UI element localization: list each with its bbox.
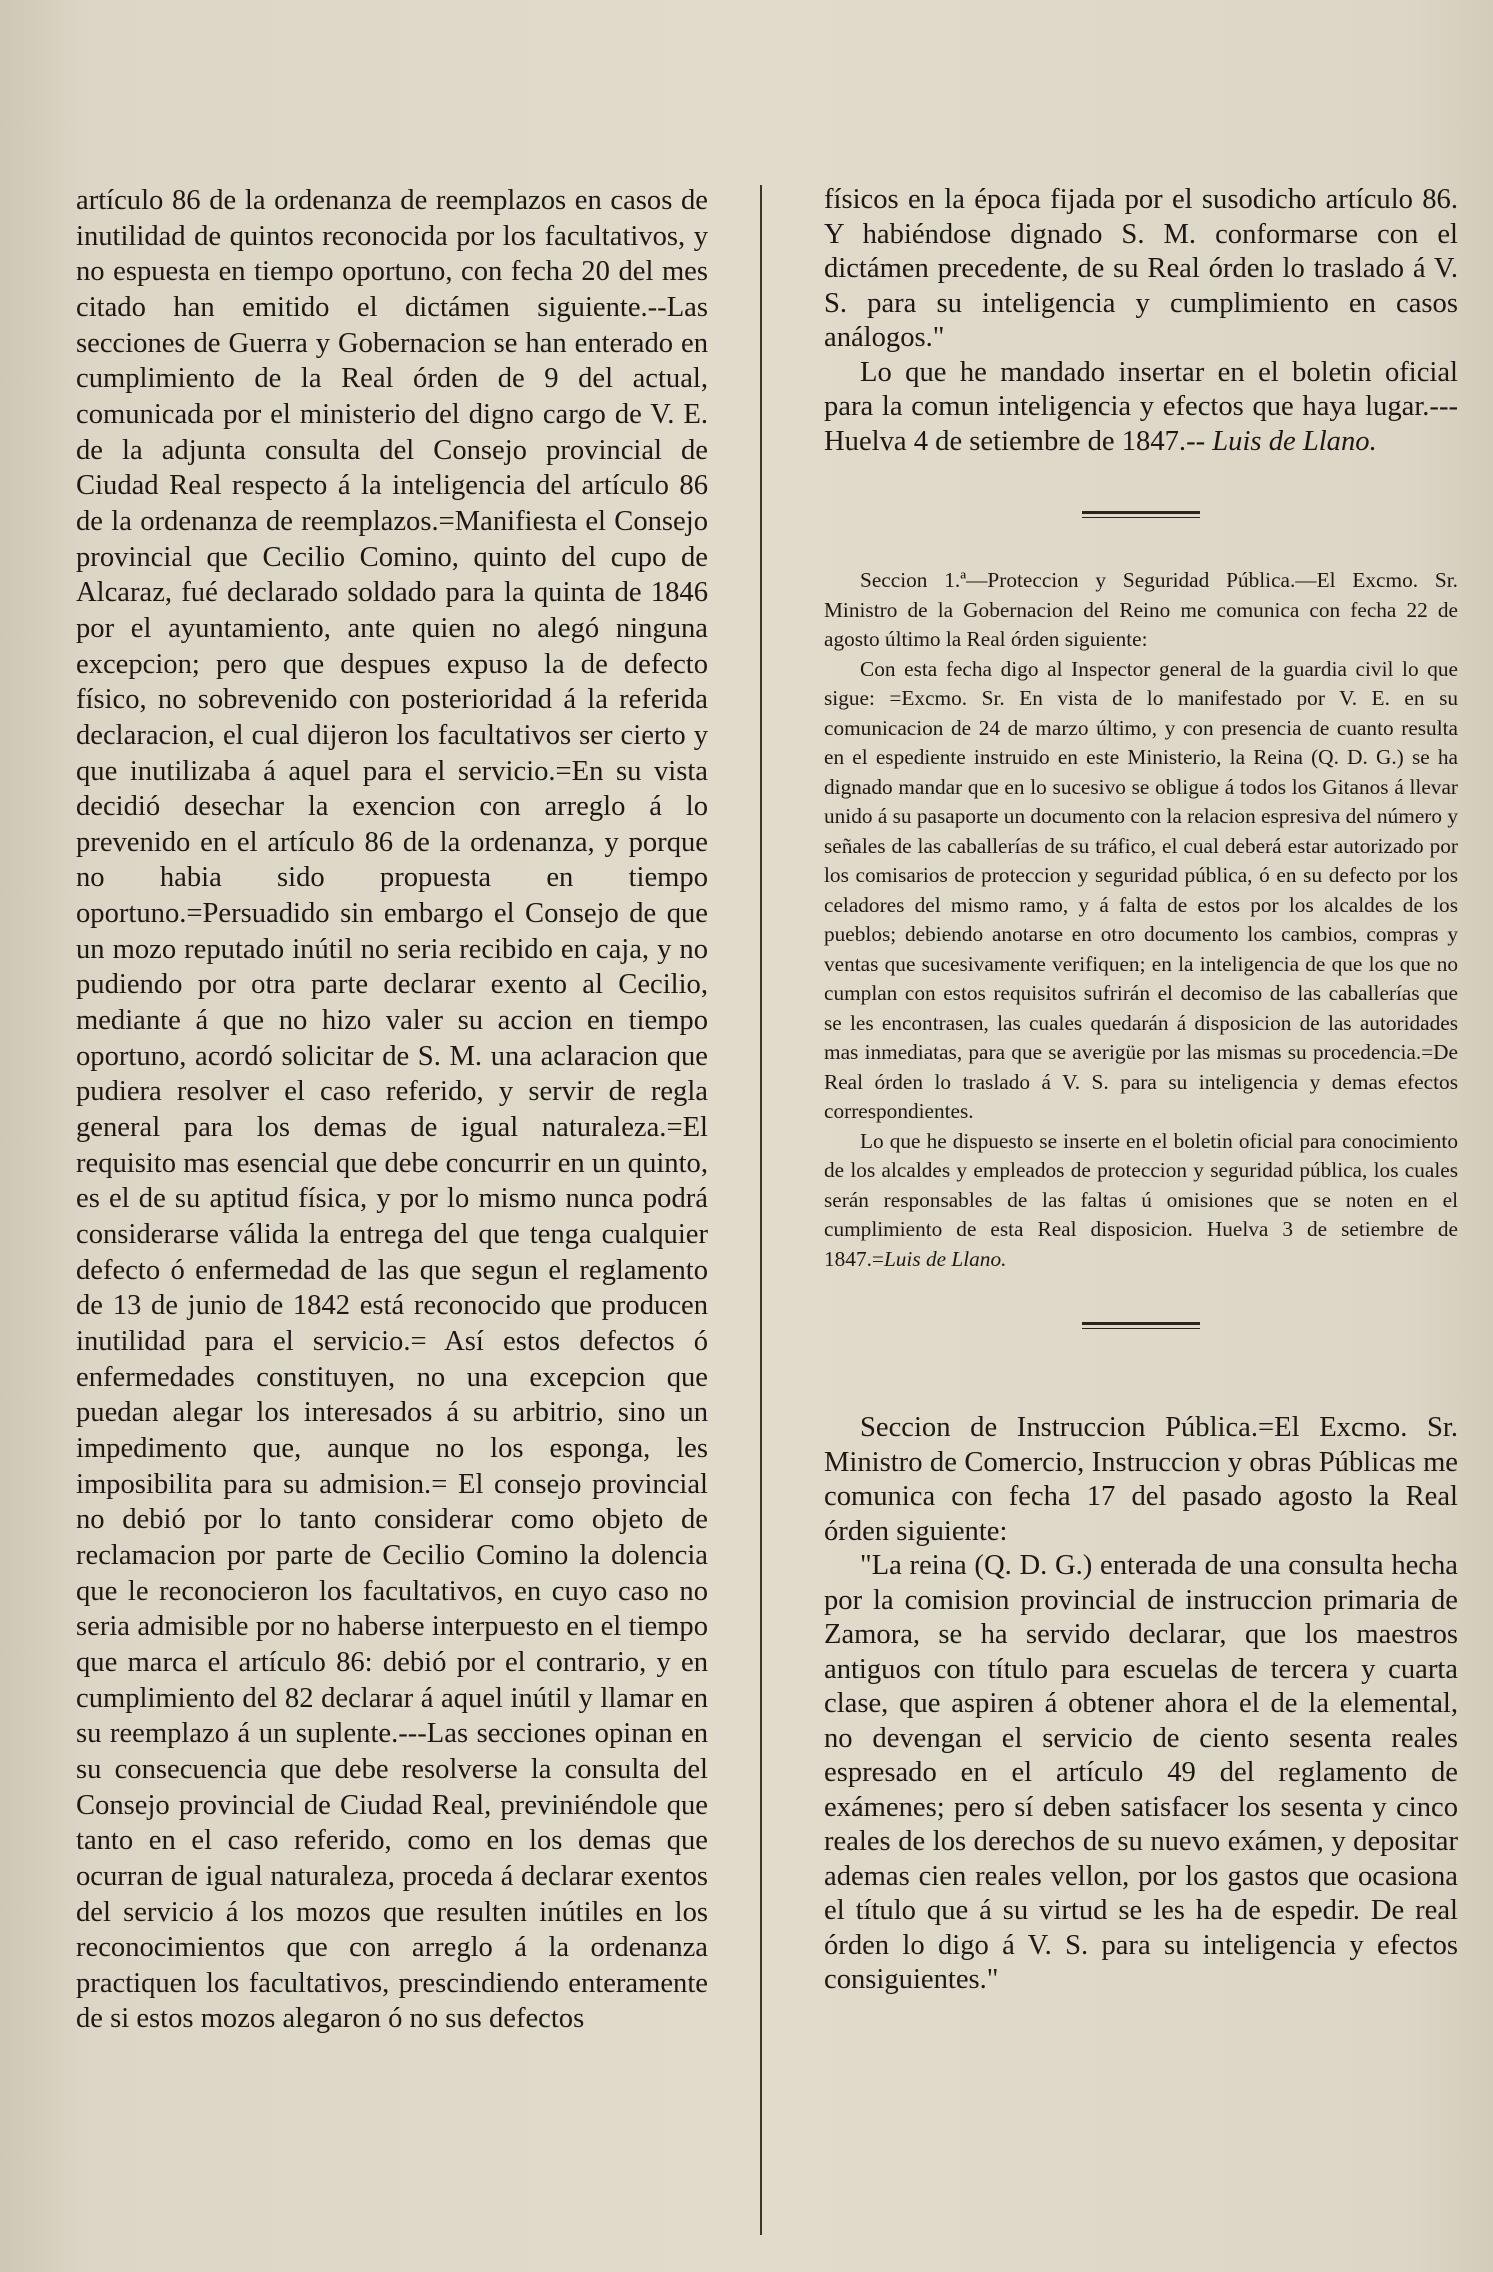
instruction-section-heading: Seccion de Instruccion Pública.=El Excmo. Sr. Ministro de Comercio, Instruccion y obras Públicas me comunica con fecha 17 del pasado agosto la Real órden siguiente: [824, 1412, 1458, 1547]
security-section-publication-note [824, 1127, 1458, 1275]
recruitment-order-ending [824, 183, 1458, 459]
section-separator-rule-2 [1082, 1322, 1200, 1329]
recruitment-order-text: físicos en la época fijada por el susodicho artículo 86. Y habiéndose dignado S. M. conformarse con el dictámen precedente, de su Real órden lo traslado á V. S. para su inteligencia y cumplimiento en casos análogos." [824, 184, 1458, 353]
recruitment-order-publication-note [824, 356, 1458, 460]
instruction-section-block [824, 1411, 1458, 1998]
recruitment-order-publication-text: Lo que he mandado insertar en el boletin oficial para la comun inteligencia y efectos que haya lugar.---Huelva 4 de setiembre de 1847.-- [824, 356, 1458, 457]
security-section-block [824, 566, 1458, 1274]
security-section-order-text: Con esta fecha digo al Inspector general de la guardia civil lo que sigue: =Excmo. Sr. En vista de lo manifestado por V. E. en su comunicacion de 24 de marzo último, y con presencia de cuanto resulta en el espediente instruido en este Ministerio, la Reina (Q. D. G.) se ha dignado mandar que en lo sucesivo se obligue á todos los Gitanos á llevar unido á su pasaporte un documento con la relacion espresiva del número y señales de las caballerías de su tráfico, el cual deberá estar autorizado por los comisarios de proteccion y seguridad pública, ó en su defecto por los celadores del mismo ramo, y á falta de estos por los alcaldes de los pueblos; debiendo anotarse en otro documento los cambios, compras y ventas que sucesivamente verifiquen; en la inteligencia de que los que no cumplan con estos requisitos sufrirán el decomiso de las caballerías que se les encontrasen, las cuales quedarán á disposicion de las autoridades mas inmediatas, para que se averigüe por las mismas su procedencia.=De Real órden lo traslado á V. S. para su inteligencia y demas efectos correspondientes. [824, 656, 1458, 1123]
left-column-text: artículo 86 de la ordenanza de reemplazos en casos de inutilidad de quintos reconocida por los facultativos, y no espuesta en tiempo oportuno, con fecha 20 del mes citado han emitido el dictámen siguiente.--Las secciones de Guerra y Gobernacion se han enterado en cumplimiento de la Real órden de 9 del actual, comunicada por el ministerio del digno cargo de V. E. de la adjunta consulta del Consejo provincial de Ciudad Real respecto á la inteligencia del artículo 86 de la ordenanza de reemplazos.=Manifiesta el Consejo provincial que Cecilio Comino, quinto del cupo de Alcaraz, fué declarado soldado para la quinta de 1846 por el ayuntamiento, ante quien no alegó ninguna excepcion; pero que despues expuso la de defecto físico, no sobrevenido con posterioridad á la referida declaracion, el cual dijeron los facultativos ser cierto y que inutilizaba á aquel para el servicio.=En su vista decidió desechar la exencion con arreglo á lo prevenido en el artículo 86 de la ordenanza, y porque no habia sido propuesta en tiempo oportuno.=Persuadido sin embargo el Consejo de que un mozo reputado inútil no seria recibido en caja, y no pudiendo por otra parte declarar exento al Cecilio, mediante á que no hizo valer su accion en tiempo oportuno, acordó solicitar de S. M. una aclaracion que pudiera resolver el caso referido, y servir de regla general para los demas de igual naturaleza.=El requisito mas esencial que debe concurrir en un quinto, es el de su aptitud física, y por lo mismo nunca podrá considerarse válida la entrega del que tenga cualquier defecto ó enfermedad de las que segun el reglamento de 13 de junio de 1842 está reconocido que producen inutilidad para el servicio.= Así estos defectos ó enfermedades constituyen, no una excepcion que puedan alegar los interesados á su arbitrio, sino un impedimento que, aunque no los esponga, les imposibilita para su admision.= El consejo provincial no debió por lo tanto considerar como objeto de reclamacion por parte de Cecilio Comino la dolencia que le reconocieron los facultativos, en cuyo caso no seria admisible por no haberse interpuesto en el tiempo que marca el artículo 86: debió por el contrario, y en cumplimiento del 82 declarar á aquel inútil y llamar en su reemplazo á un suplente.---Las secciones opinan en su consecuencia que debe resolverse la consulta del Consejo provincial de Ciudad Real, previniéndole que tanto en el caso referido, como en los demas que ocurran de igual naturaleza, proceda á declarar exentos del servicio á los mozos que resulten inútiles en los reconocimientos que con arreglo á la ordenanza practiquen los facultativos, prescindiendo enteramente de si estos mozos alegaron ó no sus defectos [76, 185, 708, 2035]
security-section-publication-text: Lo que he dispuesto se inserte en el boletin oficial para conocimiento de los alcaldes y empleados de proteccion y seguridad pública, los cuales serán responsables de las faltas ú omisiones que se noten en el cumplimiento de esta Real disposicion. Huelva 3 de setiembre de 1847.= [824, 1128, 1458, 1271]
left-column [76, 183, 708, 2037]
right-column [824, 183, 1458, 1998]
security-section-heading: Seccion 1.ª—Proteccion y Seguridad Pública.—El Excmo. Sr. Ministro de la Gobernacion del Reino me comunica con fecha 22 de agosto último la Real órden siguiente: [824, 568, 1458, 651]
recruitment-order-signature: Luis de Llano. [1212, 425, 1377, 457]
column-divider [760, 185, 762, 2235]
section-separator-rule [1082, 511, 1200, 518]
security-section-signature: Luis de Llano. [883, 1246, 1007, 1271]
instruction-section-order-text: "La reina (Q. D. G.) enterada de una consulta hecha por la comision provincial de instruccion primaria de Zamora, se ha servido declarar, que los maestros antiguos con título para escuelas de tercera y cuarta clase, que aspiren á obtener ahora el de la elemental, no devengan el servicio de ciento sesenta reales espresado en el artículo 49 del reglamento de exámenes; pero sí deben satisfacer los sesenta y cinco reales de los derechos de su nuevo exámen, y depositar ademas cien reales vellon, por los gastos que ocasiona el título que á su virtud se les ha de espedir. De real órden lo digo á V. S. para su inteligencia y efectos consiguientes." [824, 1550, 1458, 1995]
